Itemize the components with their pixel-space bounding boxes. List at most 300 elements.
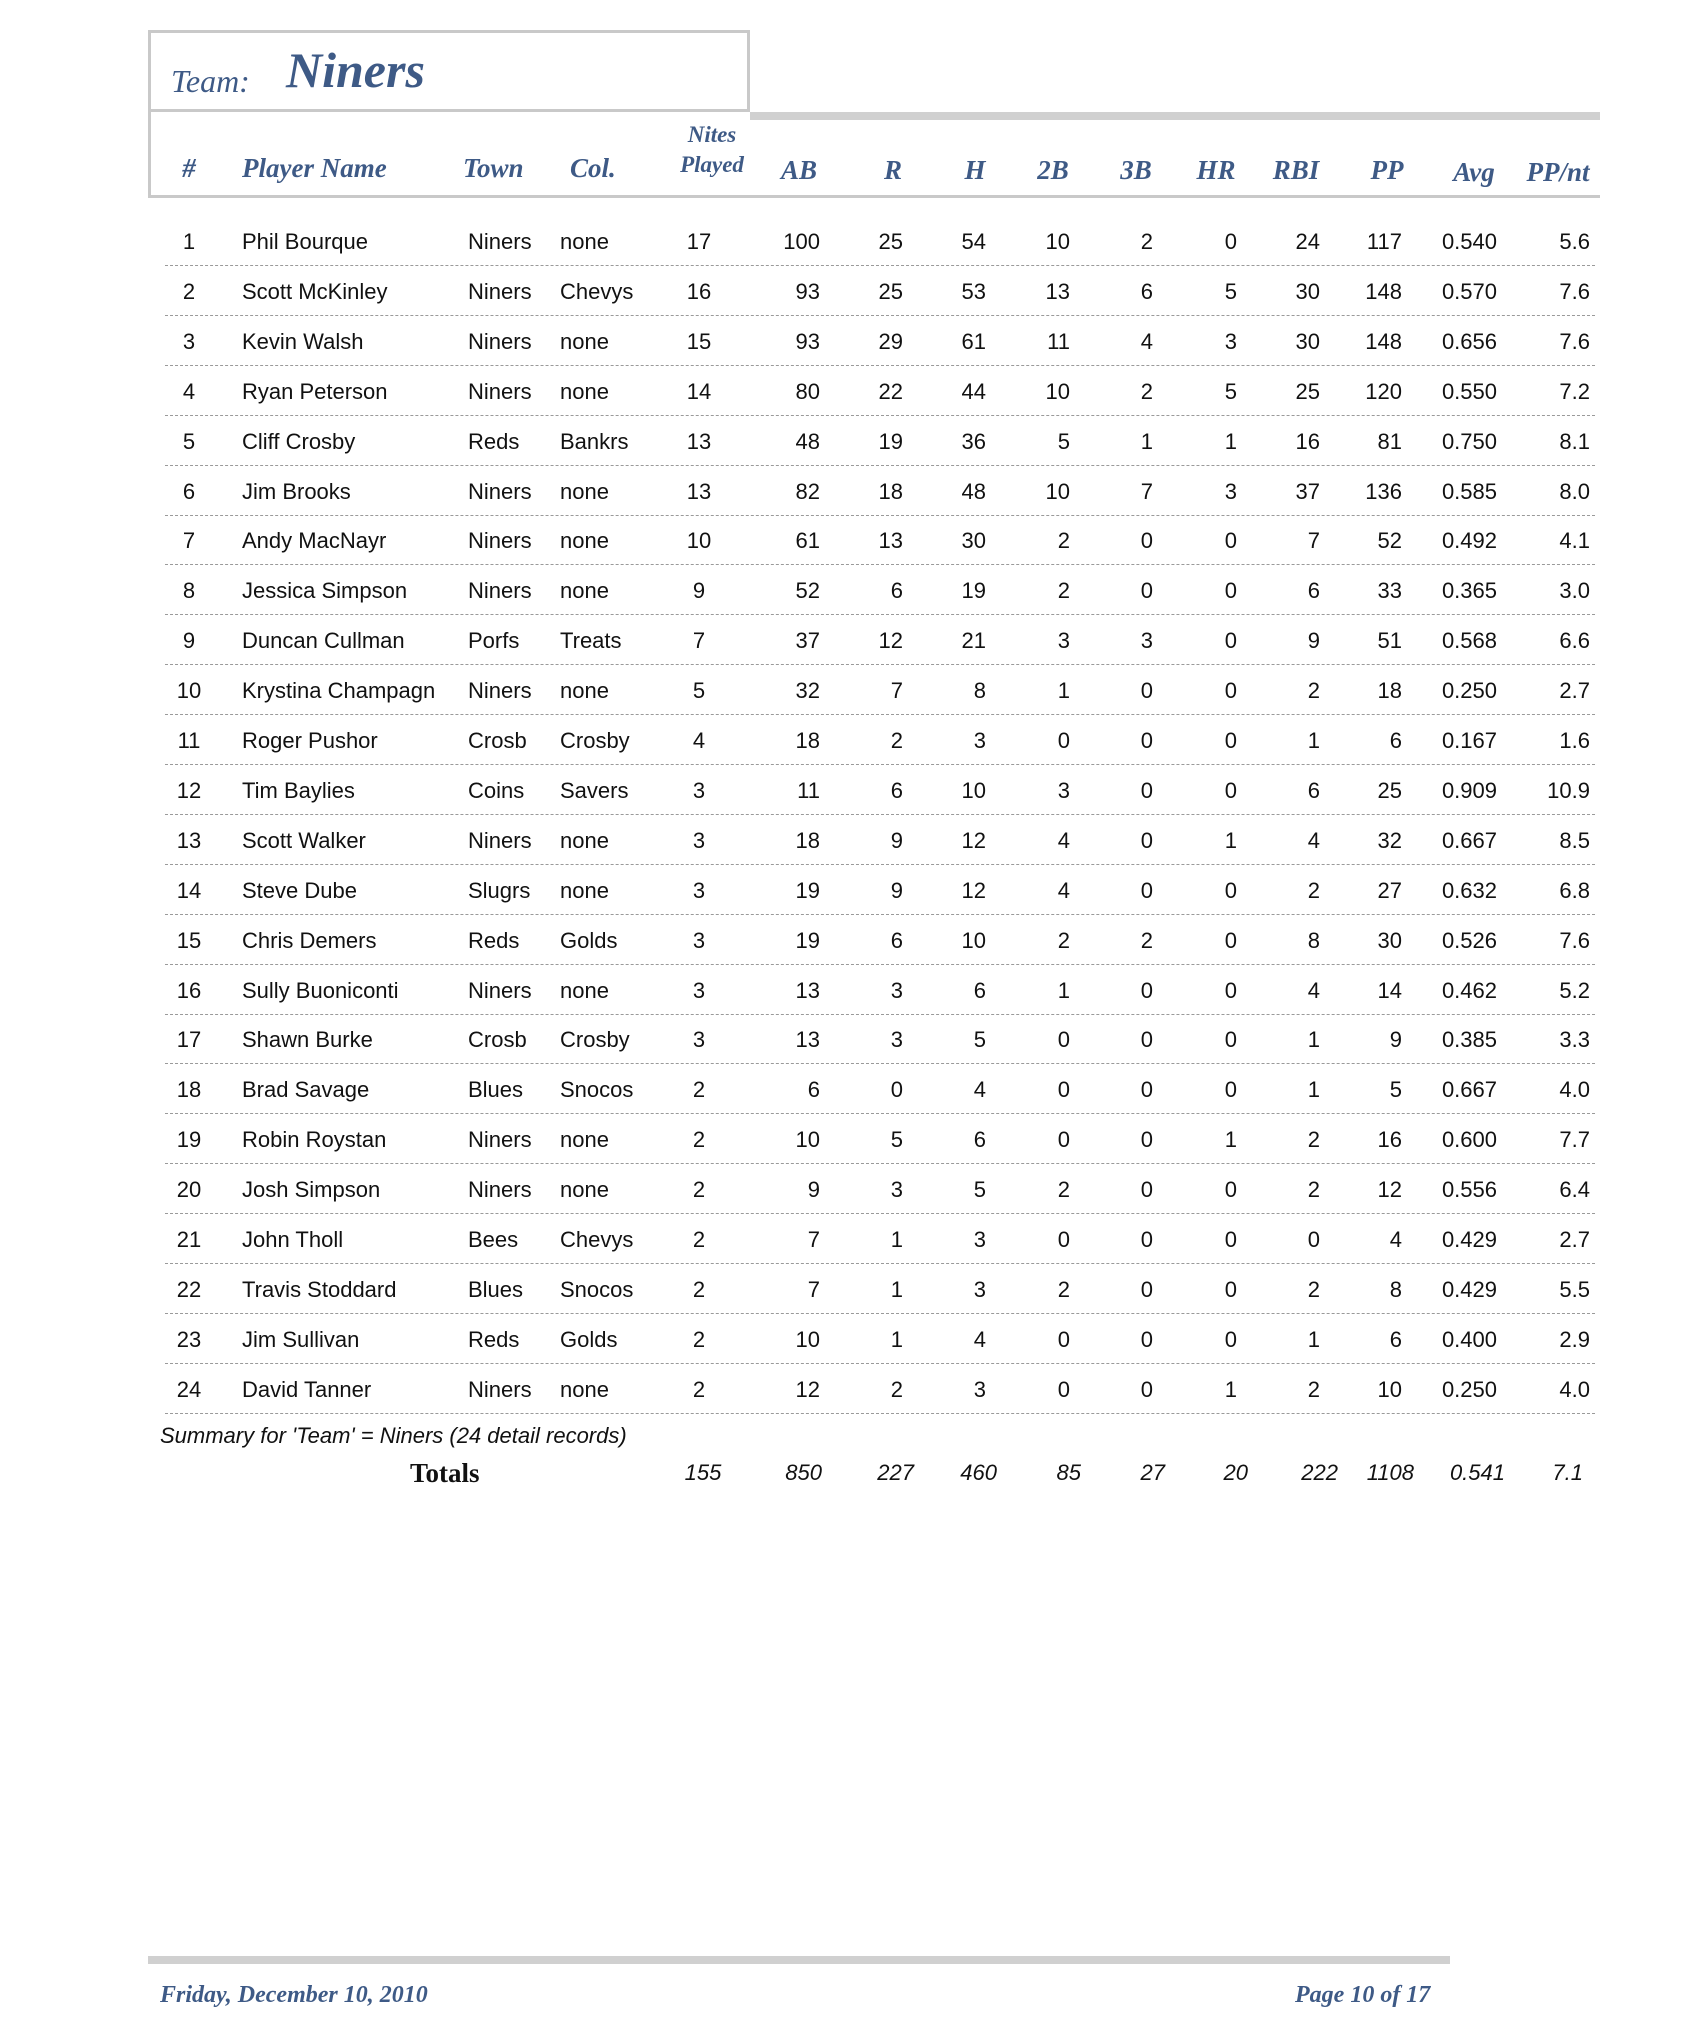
cell-rbi: 4 [1307,827,1320,853]
cell-rbi: 2 [1307,1376,1320,1402]
cell-ppnt: 7.6 [1559,328,1590,354]
footer-page-number: Page 10 of 17 [1295,1982,1431,2008]
cell-2b: 4 [1057,827,1070,853]
cell-col: none [560,229,609,254]
cell-ab: 19 [795,927,820,953]
cell-col: none [560,528,609,554]
cell-avg: 0.400 [1441,1326,1497,1352]
cell-pp: 148 [1365,278,1402,304]
cell-r: 9 [890,877,903,903]
cell-rbi: 16 [1295,428,1320,454]
cell-avg: 0.568 [1441,628,1497,654]
col-header-3b: 3B [1120,155,1152,185]
cell-num: 11 [177,728,201,753]
cell-h: 3 [973,1276,986,1302]
cell-nites: 3 [692,877,706,903]
cell-r: 3 [890,1027,903,1053]
cell-ppnt: 2.7 [1559,678,1590,704]
cell-hr: 3 [1224,478,1237,504]
cell-ab: 7 [807,1227,820,1252]
team-name: Niners [286,42,425,98]
cell-rbi: 2 [1307,678,1320,704]
cell-ab: 6 [807,1077,820,1103]
cell-rbi: 2 [1307,1276,1320,1302]
cell-ppnt: 7.2 [1559,378,1590,404]
cell-rbi: 25 [1295,378,1320,404]
cell-h: 10 [961,927,986,953]
cell-num: 16 [176,977,202,1003]
cell-player: Robin Roystan [242,1127,387,1153]
team-label: Team: [171,63,250,99]
table-row [165,864,1595,915]
cell-rbi: 1 [1307,1326,1320,1352]
cell-rbi: 9 [1307,628,1320,654]
cell-h: 54 [961,229,986,254]
cell-ppnt: 3.3 [1559,1027,1590,1053]
cell-avg: 0.429 [1441,1227,1497,1252]
cell-town: Blues [468,1276,524,1302]
cell-h: 3 [973,1376,986,1402]
cell-town: Crosb [468,1027,527,1053]
cell-rbi: 30 [1295,278,1320,304]
cell-num: 10 [176,678,202,704]
cell-h: 21 [961,628,986,654]
cell-r: 25 [878,278,903,304]
cell-nites: 7 [692,628,706,654]
cell-player: Jessica Simpson [242,578,408,604]
cell-player: Steve Dube [242,877,357,903]
cell-col: none [560,1376,609,1402]
table-row [165,265,1595,316]
cell-r: 1 [890,1227,903,1252]
cell-num: 21 [176,1227,202,1252]
cell-hr: 0 [1224,1227,1237,1252]
cell-hr: 0 [1224,1027,1237,1053]
cell-avg: 0.385 [1441,1027,1497,1053]
cell-r: 1 [890,1276,903,1302]
cell-3b: 2 [1140,378,1153,404]
cell-h: 61 [961,328,986,354]
cell-player: Andy MacNayr [242,528,387,554]
cell-player: John Tholl [242,1227,344,1252]
cell-h: 4 [973,1326,986,1352]
cell-2b: 2 [1057,1177,1070,1203]
cell-avg: 0.585 [1441,478,1497,504]
cell-col: Chevys [560,1227,634,1252]
cell-hr: 0 [1224,1326,1237,1352]
cell-pp: 81 [1377,428,1402,454]
cell-ab: 11 [797,777,820,803]
cell-col: none [560,328,609,354]
cell-num: 6 [182,478,196,504]
cell-ppnt: 5.5 [1559,1276,1590,1302]
cell-h: 3 [973,1227,986,1252]
cell-col: Crosby [560,728,630,753]
cell-town: Reds [468,428,520,454]
cell-h: 10 [961,777,986,803]
cell-2b: 5 [1057,428,1070,454]
cell-player: Chris Demers [242,927,377,953]
cell-3b: 0 [1140,1326,1153,1352]
col-header-hr: HR [1196,155,1236,185]
cell-3b: 3 [1140,628,1153,654]
cell-player: Sully Buoniconti [242,977,399,1003]
cell-3b: 7 [1140,478,1153,504]
cell-r: 3 [890,977,903,1003]
cell-pp: 30 [1377,927,1402,953]
cell-hr: 0 [1224,977,1237,1003]
cell-col: none [560,378,609,404]
cell-hr: 0 [1224,927,1237,953]
cell-col: none [560,877,609,903]
cell-nites: 10 [686,528,712,554]
col-header-num: # [182,153,196,183]
cell-avg: 0.526 [1441,927,1497,953]
cell-nites: 2 [692,1276,706,1302]
cell-pp: 9 [1389,1027,1402,1053]
cell-nites: 3 [692,977,706,1003]
total-h: 460 [960,1460,997,1485]
cell-town: Slugrs [468,877,531,903]
cell-ppnt: 8.5 [1559,827,1590,853]
cell-3b: 2 [1140,229,1153,254]
cell-num: 5 [182,428,196,454]
cell-nites: 9 [692,578,706,604]
cell-h: 8 [973,678,986,704]
cell-nites: 2 [692,1077,706,1103]
cell-col: none [560,1177,609,1203]
table-row [165,714,1595,765]
cell-pp: 6 [1389,728,1402,753]
cell-ppnt: 4.1 [1559,528,1590,554]
table-row [165,1013,1595,1064]
cell-2b: 10 [1045,478,1070,504]
cell-ab: 10 [795,1127,820,1153]
cell-town: Porfs [468,628,520,654]
col-header-col: Col. [570,153,616,183]
col-header-2b: 2B [1037,155,1069,185]
table-row [165,614,1595,665]
cell-h: 12 [961,827,986,853]
cell-avg: 0.250 [1441,1376,1497,1402]
cell-num: 19 [176,1127,202,1153]
cell-ab: 18 [795,728,820,753]
cell-player: Jim Sullivan [242,1326,360,1352]
cell-nites: 3 [692,777,706,803]
cell-town: Reds [468,1326,520,1352]
cell-3b: 0 [1140,728,1153,753]
cell-ab: 19 [795,877,820,903]
cell-rbi: 37 [1295,478,1320,504]
cell-ab: 93 [795,278,820,304]
total-ppnt: 7.1 [1552,1460,1583,1485]
cell-hr: 0 [1224,877,1237,903]
cell-r: 1 [890,1326,903,1352]
cell-town: Reds [468,927,520,953]
cell-ppnt: 4.0 [1559,1376,1590,1402]
col-header-rbi: RBI [1272,155,1320,185]
cell-col: Chevys [560,278,634,304]
table-row [165,415,1595,466]
table-row [165,764,1595,815]
cell-2b: 0 [1057,728,1070,753]
cell-col: Snocos [560,1276,634,1302]
cell-num: 18 [176,1077,202,1103]
cell-col: Snocos [560,1077,634,1103]
cell-ppnt: 7.7 [1559,1127,1590,1153]
cell-nites: 4 [692,728,706,753]
cell-2b: 13 [1045,278,1070,304]
total-pp: 1108 [1366,1460,1414,1485]
cell-rbi: 1 [1307,1077,1320,1103]
cell-r: 29 [878,328,903,354]
table-row [165,1363,1595,1414]
cell-col: none [560,1127,609,1153]
table-row [165,1113,1595,1164]
cell-2b: 0 [1057,1077,1070,1103]
cell-hr: 0 [1224,628,1237,654]
cell-nites: 2 [692,1376,706,1402]
cell-col: Crosby [560,1027,630,1053]
cell-col: none [560,827,609,853]
table-row [165,465,1595,516]
cell-h: 44 [961,378,986,404]
cell-h: 48 [961,478,986,504]
cell-h: 19 [961,578,986,604]
cell-2b: 0 [1057,1027,1070,1053]
cell-3b: 1 [1140,428,1153,454]
cell-town: Niners [468,977,532,1003]
cell-nites: 2 [692,1326,706,1352]
cell-player: Duncan Cullman [242,628,405,654]
cell-ab: 10 [795,1326,820,1352]
cell-num: 12 [176,777,202,803]
table-row [165,1263,1595,1314]
cell-pp: 148 [1365,328,1402,354]
cell-ppnt: 5.6 [1559,229,1590,254]
cell-ab: 7 [807,1276,820,1302]
table-row [165,1313,1595,1364]
cell-ab: 93 [795,328,820,354]
cell-r: 6 [890,777,903,803]
cell-num: 17 [176,1027,202,1053]
col-header-ab: AB [780,155,818,185]
cell-h: 12 [961,877,986,903]
cell-rbi: 6 [1307,578,1320,604]
cell-num: 24 [176,1376,202,1402]
cell-2b: 2 [1057,927,1070,953]
cell-ppnt: 7.6 [1559,278,1590,304]
cell-pp: 32 [1377,827,1402,853]
cell-pp: 18 [1377,678,1402,704]
cell-nites: 3 [692,827,706,853]
cell-ppnt: 6.6 [1559,628,1590,654]
col-header-nites-line2: Played [680,152,744,177]
cell-col: Savers [560,777,629,803]
table-row [165,1163,1595,1214]
cell-rbi: 0 [1307,1227,1320,1252]
cell-player: Ryan Peterson [242,378,388,404]
cell-avg: 0.167 [1441,728,1497,753]
cell-pp: 33 [1377,578,1402,604]
team-header-box [148,30,750,112]
cell-rbi: 7 [1307,528,1320,554]
cell-avg: 0.656 [1441,328,1497,354]
cell-3b: 2 [1140,927,1153,953]
total-rbi: 222 [1301,1460,1338,1485]
cell-pp: 8 [1389,1276,1402,1302]
cell-hr: 1 [1224,428,1237,454]
cell-player: Tim Baylies [242,777,355,803]
cell-avg: 0.550 [1441,378,1497,404]
cell-ppnt: 8.1 [1559,428,1590,454]
cell-2b: 1 [1057,977,1070,1003]
cell-town: Niners [468,1376,532,1402]
cell-ab: 37 [795,628,820,654]
cell-ab: 48 [795,428,820,454]
cell-avg: 0.632 [1441,877,1497,903]
cell-avg: 0.667 [1441,1077,1497,1103]
cell-town: Niners [468,278,532,304]
cell-avg: 0.556 [1441,1177,1497,1203]
cell-h: 3 [973,728,986,753]
total-nites: 155 [684,1460,722,1485]
cell-ab: 61 [795,528,820,554]
cell-num: 13 [176,827,202,853]
cell-r: 22 [878,378,903,404]
table-row [165,315,1595,366]
cell-avg: 0.667 [1441,827,1497,853]
cell-player: David Tanner [242,1376,372,1402]
cell-town: Niners [468,1177,532,1203]
cell-num: 7 [182,528,196,554]
cell-ab: 13 [795,1027,820,1053]
cell-num: 3 [182,328,196,354]
cell-avg: 0.540 [1441,229,1497,254]
cell-player: Josh Simpson [242,1177,381,1203]
cell-num: 15 [176,927,202,953]
cell-r: 0 [890,1077,903,1103]
cell-rbi: 2 [1307,1177,1320,1203]
cell-num: 23 [176,1326,202,1352]
cell-town: Niners [468,678,532,704]
cell-ppnt: 8.0 [1559,478,1590,504]
cell-hr: 0 [1224,777,1237,803]
totals-label: Totals [410,1458,480,1488]
cell-2b: 3 [1057,777,1070,803]
cell-ab: 9 [807,1177,820,1203]
cell-hr: 0 [1224,1276,1237,1302]
cell-r: 25 [878,229,903,254]
cell-ab: 12 [795,1376,820,1402]
col-header-town: Town [463,153,524,183]
cell-rbi: 1 [1307,1027,1320,1053]
cell-r: 6 [890,578,903,604]
cell-pp: 117 [1366,229,1402,254]
cell-town: Niners [468,528,532,554]
cell-ppnt: 6.4 [1559,1177,1590,1203]
cell-r: 2 [890,1376,903,1402]
cell-nites: 13 [686,428,712,454]
table-row [165,365,1595,416]
cell-ab: 13 [795,977,820,1003]
cell-ppnt: 2.9 [1559,1326,1590,1352]
cell-r: 12 [878,628,903,654]
footer-date: Friday, December 10, 2010 [160,1982,428,2008]
cell-3b: 0 [1140,877,1153,903]
cell-3b: 0 [1140,1127,1153,1153]
cell-town: Crosb [468,728,527,753]
cell-3b: 0 [1140,678,1153,704]
cell-avg: 0.429 [1441,1276,1497,1302]
cell-ppnt: 1.6 [1559,728,1590,753]
cell-hr: 0 [1224,528,1237,554]
cell-2b: 0 [1057,1326,1070,1352]
cell-2b: 10 [1045,229,1070,254]
cell-3b: 0 [1140,1227,1153,1252]
cell-hr: 3 [1224,328,1237,354]
cell-3b: 0 [1140,1276,1153,1302]
cell-pp: 52 [1377,528,1402,554]
table-row [165,564,1595,615]
cell-ab: 100 [783,229,820,254]
cell-rbi: 8 [1307,927,1320,953]
cell-num: 14 [176,877,202,903]
cell-pp: 12 [1377,1177,1402,1203]
cell-pp: 4 [1389,1227,1402,1252]
cell-h: 30 [961,528,986,554]
cell-h: 5 [973,1027,986,1053]
cell-h: 53 [961,278,986,304]
cell-nites: 13 [686,478,712,504]
cell-avg: 0.462 [1441,977,1497,1003]
cell-ppnt: 4.0 [1559,1077,1590,1103]
cell-rbi: 30 [1295,328,1320,354]
cell-hr: 5 [1224,378,1237,404]
cell-2b: 2 [1057,578,1070,604]
cell-avg: 0.909 [1441,777,1497,803]
table-row [165,964,1595,1015]
cell-hr: 0 [1224,578,1237,604]
cell-ab: 18 [795,827,820,853]
cell-3b: 4 [1140,328,1153,354]
cell-town: Niners [468,578,532,604]
cell-player: Travis Stoddard [242,1276,397,1302]
cell-pp: 6 [1389,1326,1402,1352]
total-avg: 0.541 [1449,1460,1505,1485]
cell-pp: 136 [1365,478,1402,504]
footer-band [148,1956,1450,1964]
cell-ppnt: 3.0 [1559,578,1590,604]
cell-player: Brad Savage [242,1077,370,1103]
cell-nites: 17 [686,229,712,254]
cell-2b: 2 [1057,1276,1070,1302]
cell-2b: 3 [1057,628,1070,654]
col-header-ppnt: PP/nt [1526,157,1590,187]
cell-h: 4 [973,1077,986,1103]
cell-player: Jim Brooks [242,478,351,504]
cell-hr: 5 [1224,278,1237,304]
cell-r: 2 [890,728,903,753]
cell-col: Golds [560,927,618,953]
cell-town: Niners [468,1127,532,1153]
cell-pp: 25 [1377,777,1402,803]
table-row [165,514,1595,565]
cell-col: Bankrs [560,428,629,454]
cell-ppnt: 2.7 [1559,1227,1590,1252]
cell-3b: 0 [1140,1376,1153,1402]
cell-num: 8 [182,578,196,604]
